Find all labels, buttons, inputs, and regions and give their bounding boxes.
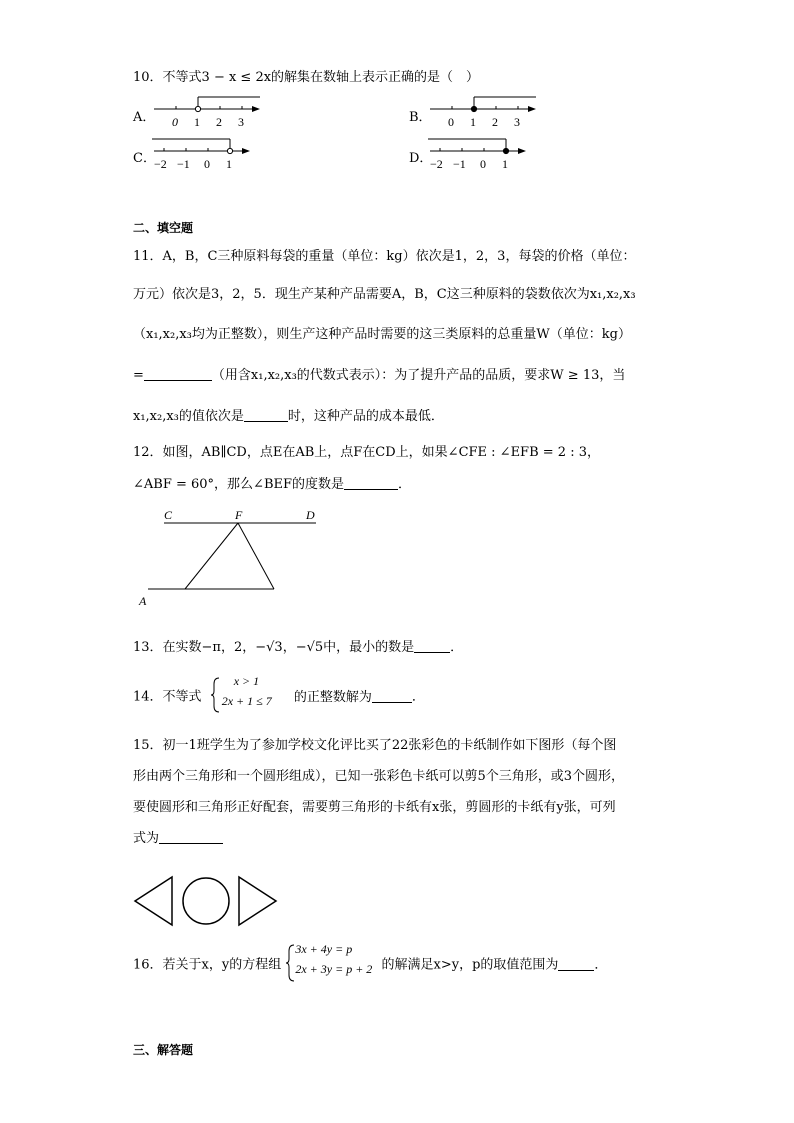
tick-label: 0 <box>448 115 454 129</box>
segment-fb <box>238 523 274 589</box>
q10-option-c-label: C． <box>133 151 156 166</box>
q10-option-a-label: A． <box>133 110 156 125</box>
q14-inequality-system: x > 1 2x + 1 ≤ 7 <box>210 678 280 712</box>
q15-line-2: 形由两个三角形和一个圆形组成），已知一张彩色卡纸可以剪5个三角形，或3个圆形， <box>133 769 625 784</box>
q15-line-4: 式为 <box>133 827 223 846</box>
q11-line-5: x₁,x₂,x₃的值依次是 时，这种产品的成本最低． <box>133 409 444 424</box>
q10-option-a-number-line <box>152 94 270 130</box>
q14-answer-blank[interactable] <box>372 688 412 703</box>
section-title-fill-in: 二、填空题 <box>133 221 194 235</box>
q13-line: 13．在实数−π，2，−√3，−√5中，最小的数是 ． <box>133 640 464 655</box>
q12-geometry-figure <box>134 505 334 609</box>
q14-line: 14．不等式 x > 1 2x + 1 ≤ 7 的正整数解为 ． <box>133 678 425 712</box>
section-title-solve: 三、解答题 <box>133 1043 194 1057</box>
q15-line-1: 15．初一1班学生为了参加学校文化评比买了22张彩色的卡纸制作如下图形（每个图 <box>133 738 617 753</box>
q10-option-d-label: D． <box>409 151 433 166</box>
tick-label: 2 <box>216 115 222 129</box>
point-label-f: F <box>235 508 243 522</box>
q12-line-1: 12．如图，AB∥CD，点E在AB上，点F在CD上，如果∠CFE : ∠EFB = 2 : 3， <box>133 445 600 460</box>
q11-answer-blank-2[interactable] <box>244 407 288 422</box>
q10-option-d-number-line <box>426 135 536 171</box>
q11-answer-blank-1[interactable] <box>144 366 212 381</box>
tick-label: 2 <box>492 115 498 129</box>
triangle-left-icon <box>135 877 172 925</box>
tick-label: 3 <box>238 115 244 129</box>
q10-stem: 10．不等式3 − x ≤ 2x的解集在数轴上表示正确的是（ ） <box>133 70 480 85</box>
q15-line-3: 要使圆形和三角形正好配套，需要剪三角形的卡纸有x张，剪圆形的卡纸有y张，可列 <box>133 800 616 815</box>
tick-label: −1 <box>453 157 466 171</box>
q13-answer-blank[interactable] <box>414 638 450 653</box>
tick-label: 0 <box>480 157 486 171</box>
point-label-c: C <box>164 508 173 522</box>
q15-shapes-figure <box>132 874 280 930</box>
q12-line-2: ∠ABF = 60°，那么∠BEF的度数是 ． <box>133 477 412 492</box>
circle-icon <box>183 878 229 924</box>
tick-label: 1 <box>502 157 508 171</box>
triangle-right-icon <box>239 877 276 925</box>
brace-icon <box>285 944 295 982</box>
tick-label: 1 <box>226 157 232 171</box>
q10-option-b-number-line <box>428 94 546 130</box>
q15-answer-blank[interactable] <box>159 829 223 844</box>
q16-equation-system: 3x + 4y = p 2x + 3y = p + 2 <box>285 945 377 981</box>
point-label-d: D <box>306 508 315 522</box>
q12-answer-blank[interactable] <box>344 475 398 490</box>
tick-label: −2 <box>430 157 443 171</box>
q11-line-4: = （用含x₁,x₂,x₃的代数式表示）：为了提升产品的品质，要求W ≥ 13，当 <box>133 368 626 383</box>
q11-line-2: 万元）依次是3，2，5．现生产某种产品需要A，B，C这三种原料的袋数依次为x₁,x₂,x₃ <box>133 287 636 302</box>
tick-label: 0 <box>172 115 178 129</box>
q16-line: 16．若关于x，y的方程组 3x + 4y = p 2x + 3y = p + 2 的解满足x>y，p的取值范围为 ． <box>133 945 607 981</box>
q10-option-b-label: B． <box>409 110 432 125</box>
tick-label: 0 <box>204 157 210 171</box>
q11-line-1: 11．A，B，C三种原料每袋的重量（单位：kg）依次是1，2，3，每袋的价格（单位： <box>133 249 636 264</box>
q11-line-3: （x₁,x₂,x₃均为正整数），则生产这种产品时需要的这三类原料的总重量W（单位：kg） <box>133 327 631 342</box>
segment-fe <box>185 523 238 589</box>
tick-label: 3 <box>514 115 520 129</box>
tick-label: −1 <box>177 157 190 171</box>
tick-label: 1 <box>470 115 476 129</box>
q10-option-c-number-line <box>150 135 260 171</box>
tick-label: −2 <box>154 157 167 171</box>
q16-answer-blank[interactable] <box>558 956 594 971</box>
point-label-a: A <box>139 594 147 608</box>
brace-icon <box>210 677 220 713</box>
tick-label: 1 <box>194 115 200 129</box>
